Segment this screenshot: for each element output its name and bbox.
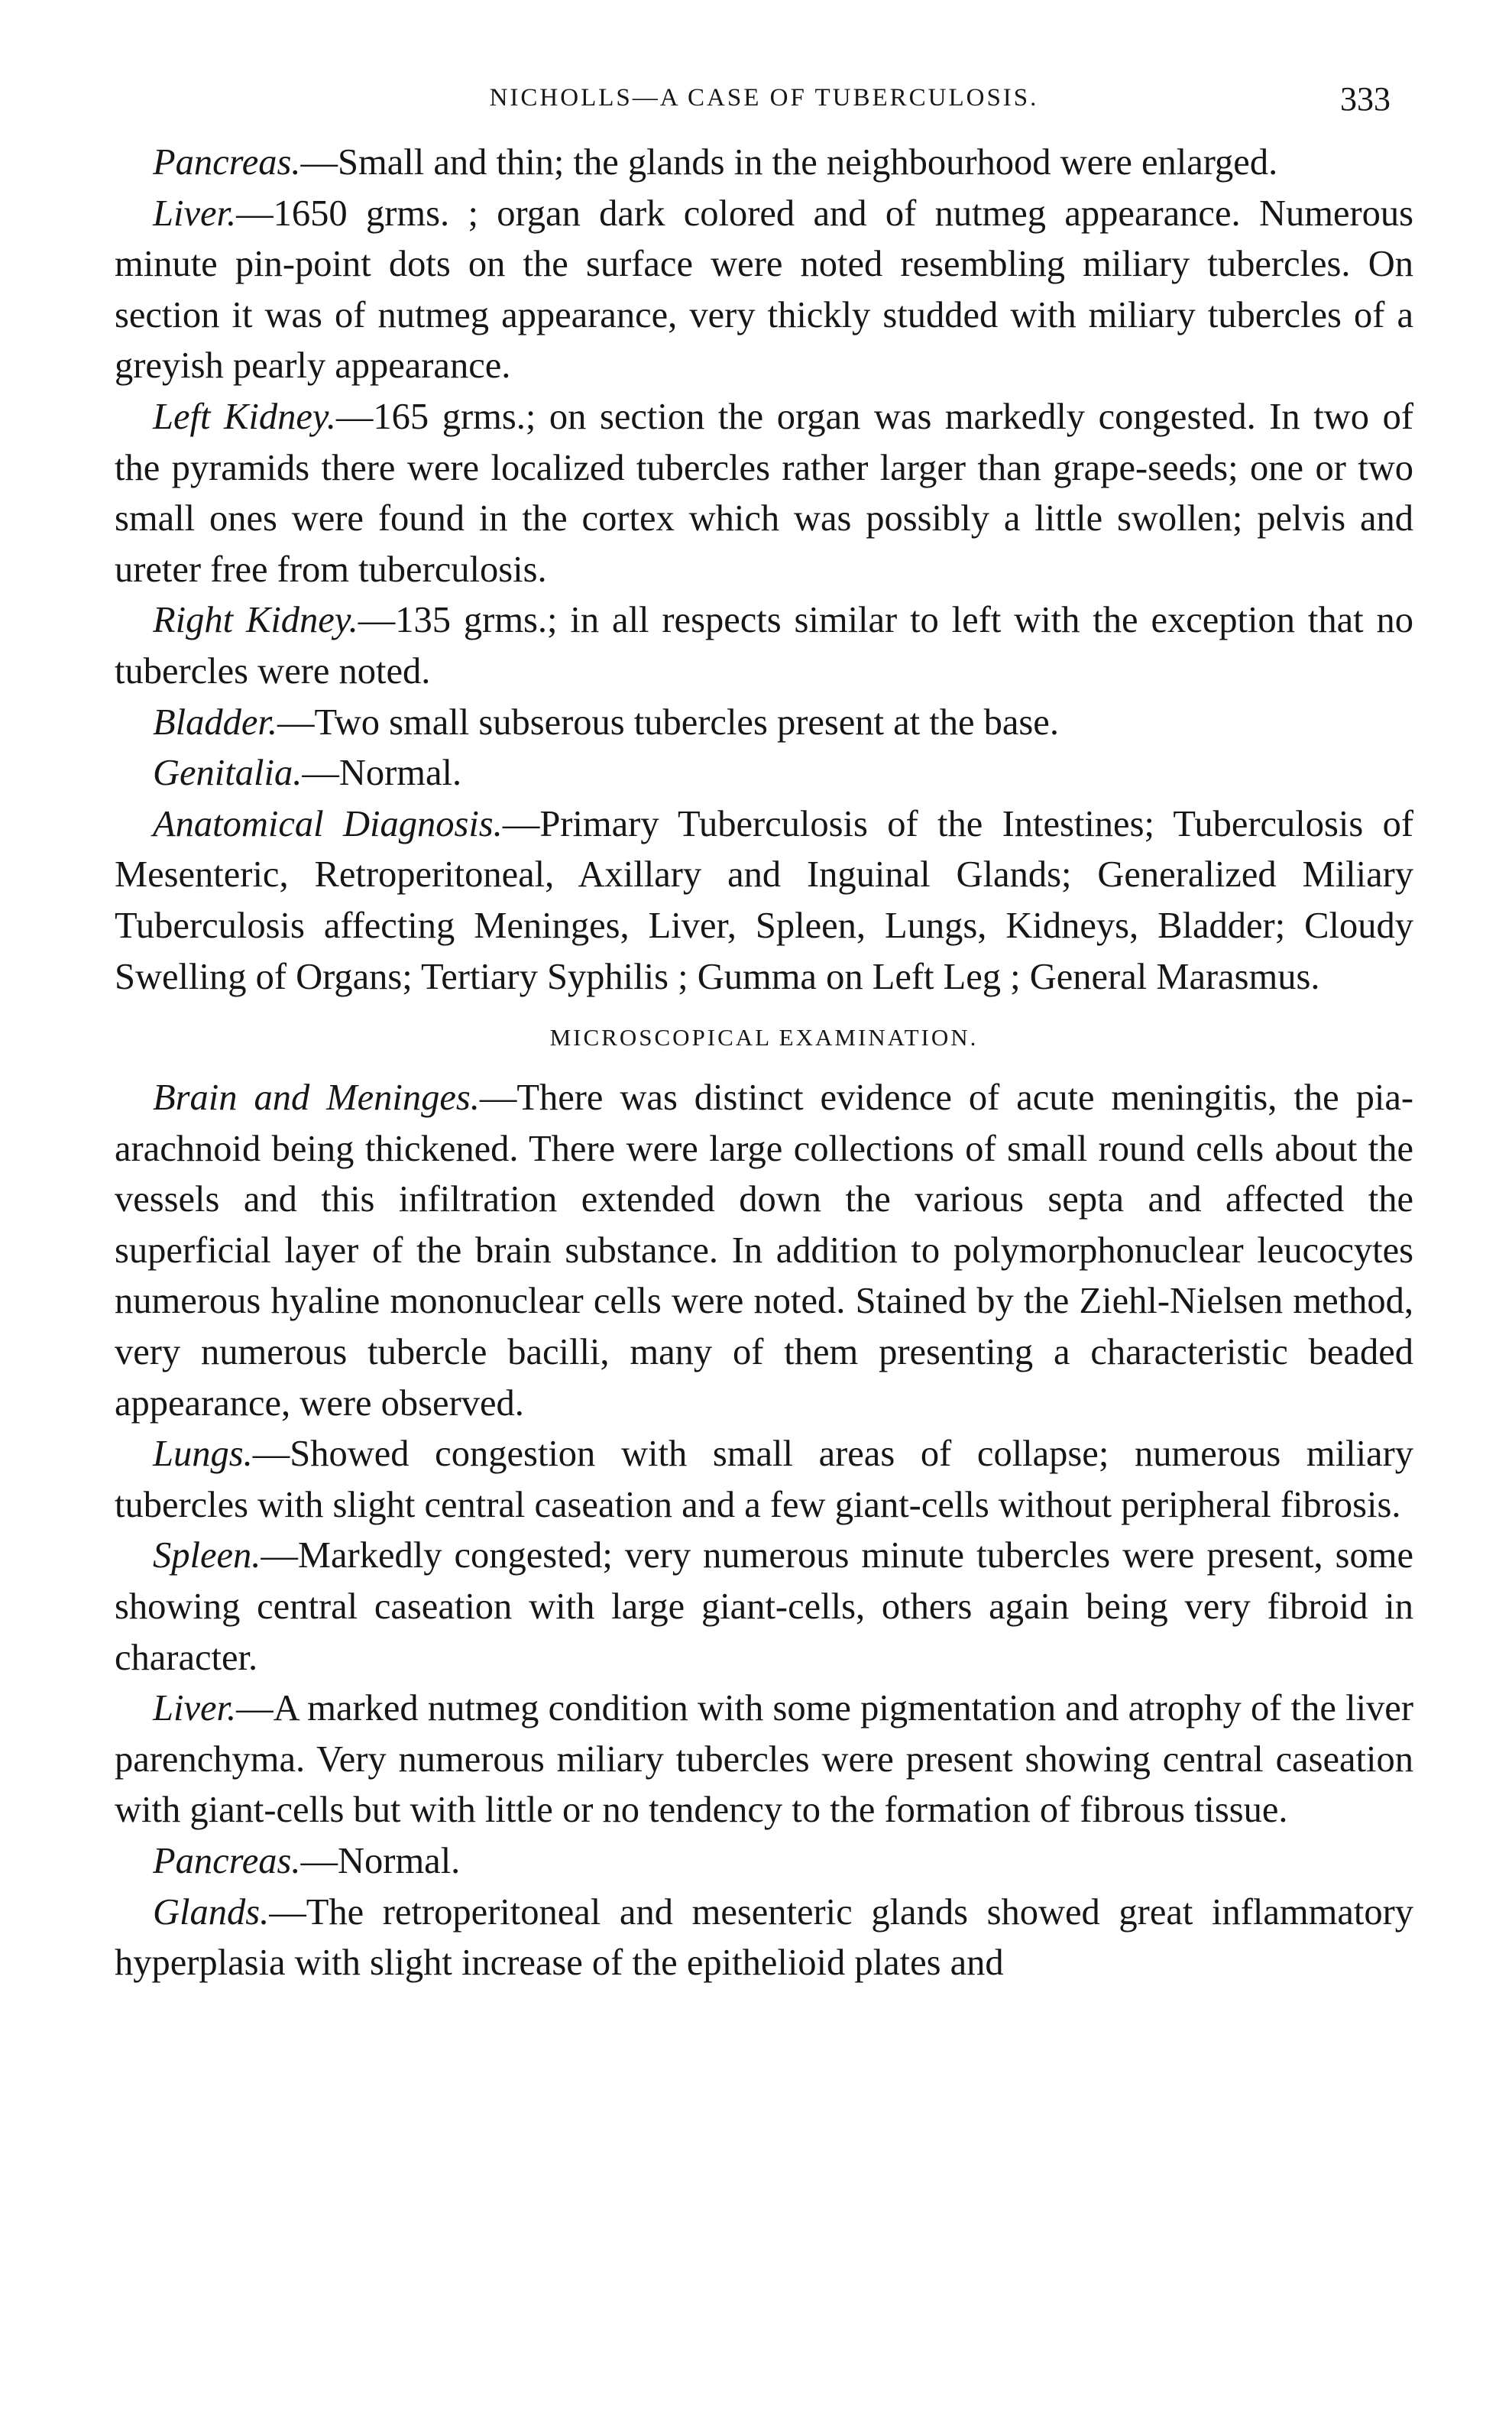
- paragraph-pancreas: [115, 138, 1413, 189]
- paragraph-liver: [115, 189, 1413, 392]
- paragraph-body: —A marked nutmeg condition with some pigmentation and atrophy of the liver parenchyma. Very numerous miliary tubercles were present showing central caseation with giant-cells but with little or no tendency to the formation of fibrous tissue.: [115, 1688, 1413, 1831]
- paragraph-right-kidney: [115, 595, 1413, 697]
- paragraph-lead: Lungs.: [153, 1434, 253, 1475]
- paragraph-lead: Genitalia.: [153, 753, 303, 794]
- paragraph-body: —Small and thin; the glands in the neighbourhood were enlarged.: [300, 142, 1278, 183]
- paragraph-body: —Normal.: [300, 1841, 461, 1881]
- paragraph-left-kidney: [115, 392, 1413, 595]
- paragraph-lead: Glands.: [153, 1891, 270, 1933]
- paragraph-body: —There was distinct evidence of acute meningitis, the pia-arachnoid being thickened. There were large collections of small round cells about the vessels and this infiltration extended down the various septa and affected the superficial layer of the brain substance. In addition to polymorphonuclear leucocytes numerous hyaline mononuclear cells were noted. Stained by the Ziehl-Nielsen method, very numerous tubercle bacilli, many of them presenting a characteristic beaded appearance, were observed.: [115, 1077, 1413, 1424]
- paragraph-lead: Anatomical Diagnosis.: [153, 803, 503, 844]
- section-heading: MICROSCOPICAL EXAMINATION.: [549, 1024, 979, 1051]
- paragraph-body: —Normal.: [302, 753, 462, 794]
- paragraph-lungs: [115, 1429, 1413, 1531]
- paragraph-genitalia: [115, 748, 1413, 799]
- paragraph-lead: Spleen.: [153, 1535, 261, 1576]
- paragraph-body: —Showed congestion with small areas of collapse; numerous miliary tubercles with slight central caseation and a few giant-cells without peripheral fibrosis.: [115, 1434, 1413, 1525]
- paragraph-body: —1650 grms. ; organ dark colored and of nutmeg appearance. Numerous minute pin-point dots on the surface were noted resembling miliary tubercles. On section it was of nutmeg appearance, very thickly studded with miliary tubercles of a greyish pearly appearance.: [115, 193, 1413, 387]
- paragraph-glands: [115, 1887, 1413, 1989]
- paragraph-anatomical-diagnosis: [115, 799, 1413, 1003]
- paragraph-lead: Right Kidney.: [153, 600, 358, 641]
- page-number: 333: [1340, 80, 1391, 118]
- paragraph-bladder: [115, 698, 1413, 749]
- page-header: [115, 80, 1413, 138]
- paragraph-lead: Brain and Meninges.: [153, 1077, 480, 1119]
- paragraph-pancreas-microscopic: [115, 1836, 1413, 1887]
- paragraph-body: —165 grms.; on section the organ was markedly congested. In two of the pyramids there were localized tubercles rather larger than grape-seeds; one or two small ones were found in the cortex which was possibly a little swollen; pelvis and ureter free from tuberculosis.: [115, 396, 1413, 590]
- paragraph-lead: Pancreas.: [153, 1841, 301, 1881]
- paragraph-body: —Primary Tuberculosis of the Intestines; Tuberculosis of Mesenteric, Retroperitoneal, Axillary and Inguinal Glands; Generalized Miliary Tuberculosis affecting Meninges, Liver, Spleen, Lungs, Kidneys, Bladder; Cloudy Swelling of Organs; Tertiary Syphilis ; Gumma on Left Leg ; General Marasmus.: [115, 803, 1413, 997]
- paragraph-lead: Left Kidney.: [153, 396, 336, 437]
- paragraph-lead: Bladder.: [153, 701, 278, 743]
- paragraph-lead: Liver.: [153, 193, 237, 234]
- paragraph-spleen: [115, 1531, 1413, 1683]
- paragraph-lead: Pancreas.: [153, 142, 301, 183]
- paragraph-body: —The retroperitoneal and mesenteric glands showed great inflammatory hyperplasia with slight increase of the epithelioid plates and: [115, 1891, 1413, 1984]
- paragraph-body: —135 grms.; in all respects similar to left with the exception that no tubercles were noted.: [115, 600, 1413, 692]
- running-head: NICHOLLS—A CASE OF TUBERCULOSIS.: [489, 84, 1039, 112]
- body-text: [115, 138, 1413, 1989]
- book-page: [115, 80, 1413, 2392]
- paragraph-brain-meninges: [115, 1073, 1413, 1429]
- paragraph-body: —Two small subserous tubercles present at the base.: [277, 701, 1059, 743]
- paragraph-lead: Liver.: [153, 1688, 237, 1729]
- paragraph-liver-microscopic: [115, 1683, 1413, 1836]
- paragraph-body: —Markedly congested; very numerous minute tubercles were present, some showing central caseation with large giant-cells, others again being very fibroid in character.: [115, 1535, 1413, 1678]
